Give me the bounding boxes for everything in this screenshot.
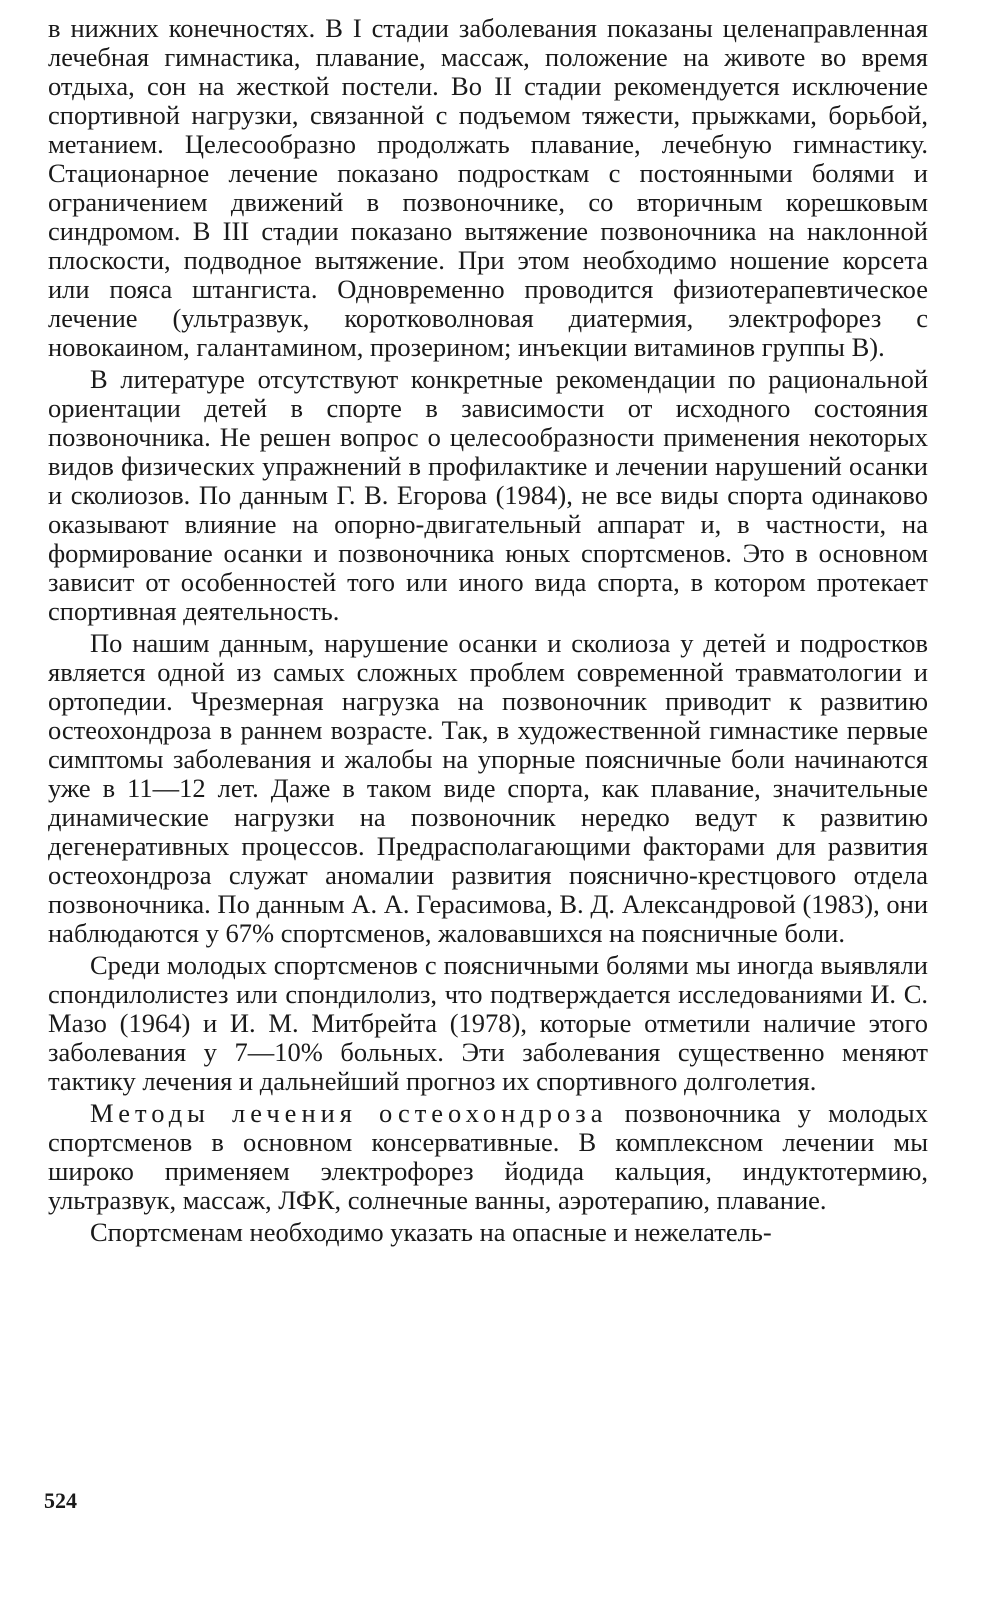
spaced-lead-text: Методы лечения остеохондроза — [90, 1098, 608, 1128]
page-number: 524 — [44, 1488, 77, 1513]
paragraph-treatment-methods — [48, 1099, 928, 1215]
paragraph-athletes-warning: Спортсменам необходимо указать на опасные и нежелатель- — [90, 1217, 772, 1247]
page-body — [48, 14, 928, 1250]
paragraph-our-data: По нашим данным, нарушение осанки и сколиоза у детей и подростков является одной из самых сложных проблем современной травматологии и ортопедии. Чрезмерная нагрузка на позвоночник приводит к развитию остеохондроза в раннем возрасте. Так, в художественной гимнастике первые симптомы заболевания и жалобы на упорные поясничные боли начинаются уже в 11—12 лет. Даже в таком виде спорта, как плавание, значительные динамические нагрузки на позвоночник нередко ведут к развитию дегенеративных процессов. Предрасполагающими факторами для развития остеохондроза служат аномалии развития пояснично-крестцового отдела позвоночника. По данным А. А. Герасимова, В. Д. Александровой (1983), они наблюдаются у 67% спортсменов, жаловавшихся на поясничные боли. — [48, 628, 928, 948]
paragraph-treatment-methods-body: позвоночника у молодых спортсменов в основном консервативные. В комплексном лечении мы широко применяем электрофорез йодида кальция, индуктотермию, ультразвук, массаж, ЛФК, солнечные ванны, аэротерапию, плавание. — [48, 1098, 928, 1215]
paragraph-stage-treatment: в нижних конечностях. В I стадии заболевания показаны целенаправленная лечебная гимнастика, плавание, массаж, положение на животе во время отдыха, сон на жесткой постели. Во II стадии рекомендуется исключение спортивной нагрузки, связанной с подъемом тяжести, прыжками, борьбой, метанием. Целесообразно продолжать плавание, лечебную гимнастику. Стационарное лечение показано подросткам с постоянными болями и ограничением движений в позвоночнике, со вторичным корешковым синдромом. В III стадии показано вытяжение позвоночника на наклонной плоскости, подводное вытяжение. При этом необходимо ношение корсета или пояса штангиста. Одновременно проводится физиотерапевтическое лечение (ультразвук, коротковолновая диатермия, электрофорез с новокаином, галантамином, прозерином; инъекции витаминов группы B). — [48, 13, 928, 362]
paragraph-spondylolisthesis: Среди молодых спортсменов с поясничными болями мы иногда выявляли спондилолистез или спондилолиз, что подтверждается исследованиями И. С. Мазо (1964) и И. М. Митбрейта (1978), которые отметили наличие этого заболевания у 7—10% больных. Эти заболевания существенно меняют тактику лечения и дальнейший прогноз их спортивного долголетия. — [48, 950, 928, 1096]
paragraph-literature-recommendations: В литературе отсутствуют конкретные рекомендации по рациональной ориентации детей в спорте в зависимости от исходного состояния позвоночника. Не решен вопрос о целесообразности применения некоторых видов физических упражнений в профилактике и лечении нарушений осанки и сколиозов. По данным Г. В. Егорова (1984), не все виды спорта одинаково оказывают влияние на опорно-двигательный аппарат и, в частности, на формирование осанки и позвоночника юных спортсменов. Это в основном зависит от особенностей того или иного вида спорта, в котором протекает спортивная деятельность. — [48, 364, 928, 626]
